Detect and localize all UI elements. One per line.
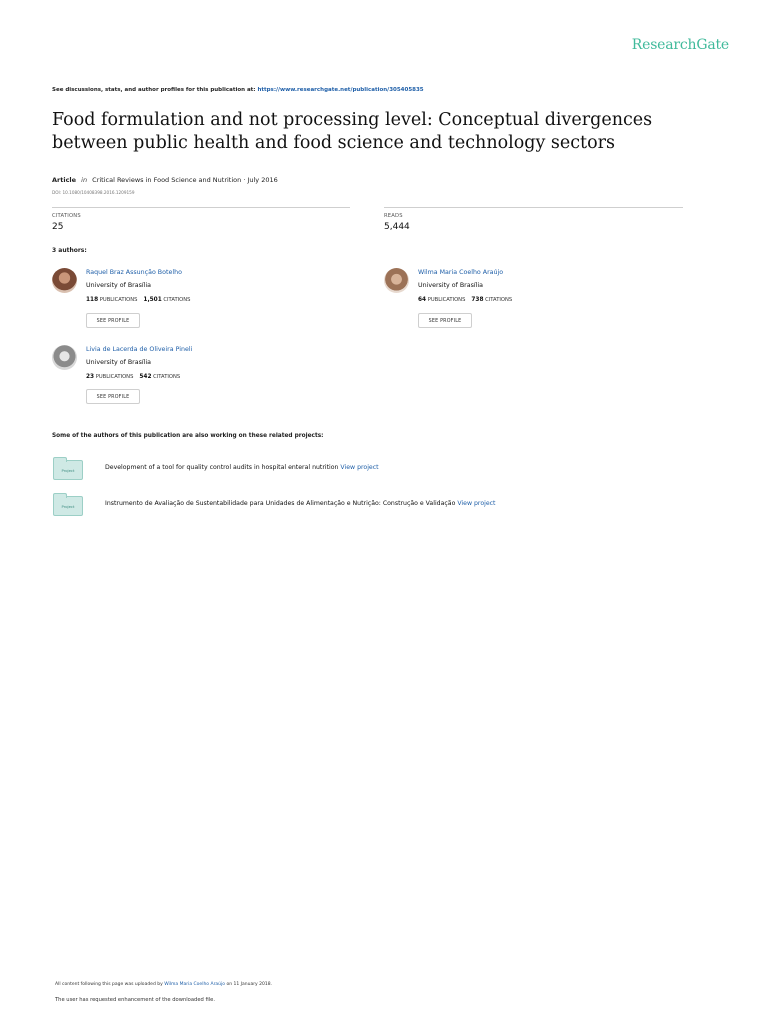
- avatar[interactable]: [384, 268, 409, 293]
- researchgate-logo[interactable]: ResearchGate: [631, 37, 729, 53]
- uploader-link[interactable]: Wilma Maria Coelho Araújo: [164, 982, 226, 987]
- publications-label: PUBLICATIONS: [95, 374, 134, 380]
- see-profile-button[interactable]: SEE PROFILE: [86, 313, 140, 328]
- publication-url-link[interactable]: https://www.researchgate.net/publication/305405835: [257, 87, 424, 93]
- divider: [52, 207, 350, 208]
- upload-prefix: All content following this page was uploaded by: [55, 982, 165, 987]
- upload-suffix: on 11 January 2018.: [225, 982, 273, 987]
- citations-count: 1,501: [143, 297, 162, 303]
- doi: DOI: 10.1080/10408398.2016.1209159: [52, 190, 135, 195]
- citations-label: CITATIONS: [485, 297, 513, 303]
- avatar[interactable]: [52, 345, 77, 370]
- author-stats: [418, 297, 512, 303]
- discussion-text: See discussions, stats, and author profiles for this publication at:: [52, 87, 258, 93]
- project-title: Development of a tool for quality control audits in hospital enteral nutrition: [105, 464, 341, 471]
- divider: [384, 207, 683, 208]
- discussion-line: [52, 87, 424, 93]
- publications-count: 23: [86, 374, 95, 380]
- journal-name: Critical Reviews in Food Science and Nutrition · July 2016: [92, 176, 278, 184]
- author-stats: [86, 374, 180, 380]
- project-icon-label: Project: [61, 504, 75, 509]
- view-project-link[interactable]: View project: [457, 500, 496, 507]
- project-item: [105, 464, 379, 471]
- citations-count: 542: [139, 374, 152, 380]
- citations-label: CITATIONS: [153, 374, 181, 380]
- project-item: [105, 500, 495, 507]
- author-stats: [86, 297, 190, 303]
- author-institution: University of Brasília: [86, 359, 151, 366]
- avatar[interactable]: [52, 268, 77, 293]
- publications-count: 64: [418, 297, 427, 303]
- author-name-link[interactable]: Livia de Lacerda de Oliveira Pineli: [86, 346, 193, 353]
- author-name-link[interactable]: Raquel Braz Assunção Botelho: [86, 269, 182, 276]
- project-folder-icon: [53, 460, 83, 480]
- publications-label: PUBLICATIONS: [99, 297, 138, 303]
- related-projects-heading: Some of the authors of this publication are also working on these related projects:: [52, 433, 324, 439]
- author-institution: University of Brasília: [86, 282, 151, 289]
- publication-title: Food formulation and not processing level: Conceptual divergences between public health and food science and technology sectors: [52, 110, 653, 153]
- project-folder-icon: [53, 496, 83, 516]
- citations-label: CITATIONS: [163, 297, 191, 303]
- author-name-link[interactable]: Wilma Maria Coelho Araújo: [418, 269, 504, 276]
- reads-label: READS: [384, 213, 403, 219]
- citations-value: 25: [52, 222, 64, 232]
- project-title: Instrumento de Avaliação de Sustentabilidade para Unidades de Alimentação e Nutrição: Construção e Validação: [105, 500, 458, 507]
- article-type: Article: [52, 176, 77, 184]
- article-in: in: [81, 176, 88, 184]
- publications-label: PUBLICATIONS: [427, 297, 466, 303]
- publications-count: 118: [86, 297, 99, 303]
- see-profile-button[interactable]: SEE PROFILE: [418, 313, 472, 328]
- citations-count: 738: [471, 297, 484, 303]
- authors-count: 3 authors:: [52, 247, 87, 254]
- upload-note: [55, 982, 272, 987]
- view-project-link[interactable]: View project: [340, 464, 379, 471]
- enhancement-note: The user has requested enhancement of the downloaded file.: [55, 997, 216, 1003]
- reads-value: 5,444: [384, 222, 410, 232]
- article-meta: [52, 176, 278, 184]
- see-profile-button[interactable]: SEE PROFILE: [86, 389, 140, 404]
- project-icon-label: Project: [61, 468, 75, 473]
- author-institution: University of Brasília: [418, 282, 483, 289]
- citations-label: CITATIONS: [52, 213, 81, 219]
